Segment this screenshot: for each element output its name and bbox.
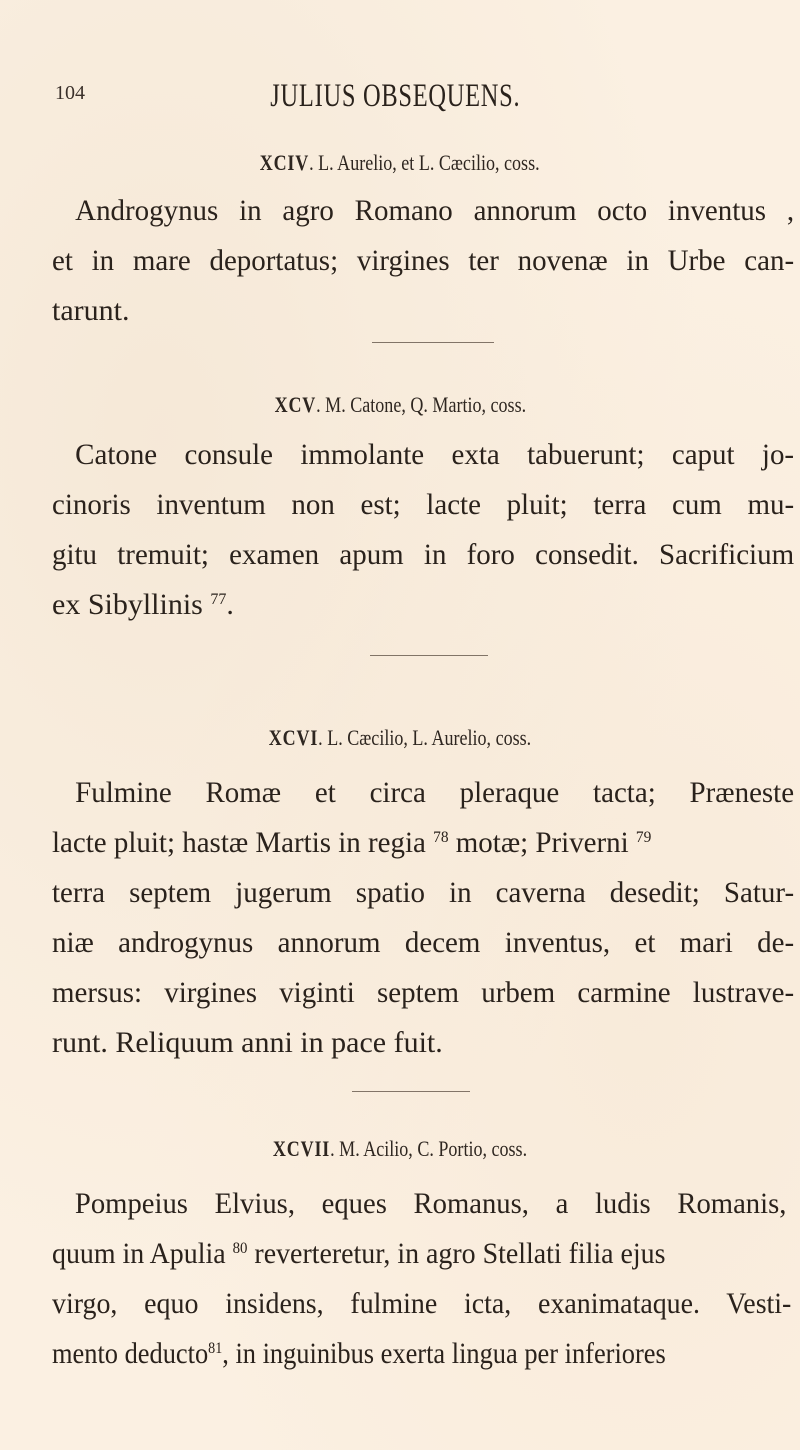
- section-numeral: XCVII: [272, 1136, 331, 1161]
- text-line: mersus: virgines viginti septem urbem carmine lustrave-: [52, 976, 795, 1009]
- section-divider: [352, 1091, 470, 1092]
- text-line: runt. Reliquum anni in pace fuit.: [52, 1026, 443, 1059]
- text-fragment: quum in Apulia: [52, 1237, 226, 1270]
- text-line: virgo, equo insidens, fulmine icta, exanimataque. Vesti-: [52, 1287, 792, 1320]
- section-numeral: XCV: [274, 392, 316, 417]
- text-line: cinoris inventum non est; lacte pluit; terra cum mu-: [52, 488, 795, 521]
- text-line: Androgynus in agro Romano annorum octo inventus ,: [75, 194, 795, 227]
- text-fragment: , in inguinibus exerta lingua per inferiores: [222, 1337, 666, 1370]
- section-heading-xcvii: [0, 1136, 800, 1162]
- text-fragment: motæ; Priverni: [455, 826, 629, 859]
- text-line: [52, 1329, 782, 1379]
- consuls-line: . L. Cæcilio, L. Aurelio, coss.: [318, 725, 532, 750]
- consuls-line: . L. Aurelio, et L. Cæcilio, coss.: [309, 150, 540, 175]
- text-fragment: mento deducto: [52, 1337, 209, 1370]
- footnote-ref[interactable]: 77: [210, 591, 227, 608]
- section-heading-xciv: [0, 150, 800, 176]
- text-fragment: lacte pluit; hastæ Martis in regia: [52, 826, 426, 859]
- text-line: Catone consule immolante exta tabuerunt; caput jo-: [75, 438, 795, 471]
- paragraph-xciv: [52, 186, 795, 336]
- footnote-ref[interactable]: 80: [232, 1240, 248, 1257]
- paragraph-xcv: [52, 430, 795, 630]
- consuls-line: . M. Acilio, C. Portio, coss.: [330, 1136, 528, 1161]
- running-head: JULIUS OBSEQUENS.: [270, 78, 521, 114]
- section-divider: [372, 342, 494, 343]
- consuls-line: . M. Catone, Q. Martio, coss.: [315, 392, 526, 417]
- text-fragment: .: [226, 588, 234, 621]
- text-line: Fulmine Romæ et circa pleraque tacta; Præneste: [75, 776, 795, 809]
- footnote-ref[interactable]: 79: [635, 829, 652, 846]
- section-heading-xcv: [0, 392, 800, 418]
- text-line: [52, 1229, 787, 1279]
- footnote-ref[interactable]: 81: [208, 1340, 223, 1357]
- section-heading-xcvi: [0, 725, 800, 751]
- text-fragment: ex Sibyllinis: [52, 588, 203, 621]
- text-line: gitu tremuit; examen apum in foro consedit. Sacrificium: [52, 538, 795, 571]
- text-line: niæ androgynus annorum decem inventus, et mari de-: [52, 926, 795, 959]
- text-line: et in mare deportatus; virgines ter novenæ in Urbe can-: [52, 244, 795, 277]
- section-divider: [370, 655, 488, 656]
- text-line: [52, 580, 772, 630]
- text-line: [52, 818, 794, 868]
- text-fragment: reverteretur, in agro Stellati filia ejus: [254, 1237, 666, 1270]
- text-line: terra septem jugerum spatio in caverna desedit; Satur-: [52, 876, 795, 909]
- page-number: 104: [55, 82, 85, 104]
- section-numeral: XCVI: [268, 725, 319, 750]
- section-numeral: XCIV: [260, 150, 310, 175]
- text-line: tarunt.: [52, 294, 130, 327]
- footnote-ref[interactable]: 78: [433, 829, 449, 846]
- text-line: Pompeius Elvius, eques Romanus, a ludis Romanis,: [74, 1187, 787, 1220]
- paragraph-xcvii: [52, 1179, 792, 1379]
- paragraph-xcvi: [52, 768, 795, 1068]
